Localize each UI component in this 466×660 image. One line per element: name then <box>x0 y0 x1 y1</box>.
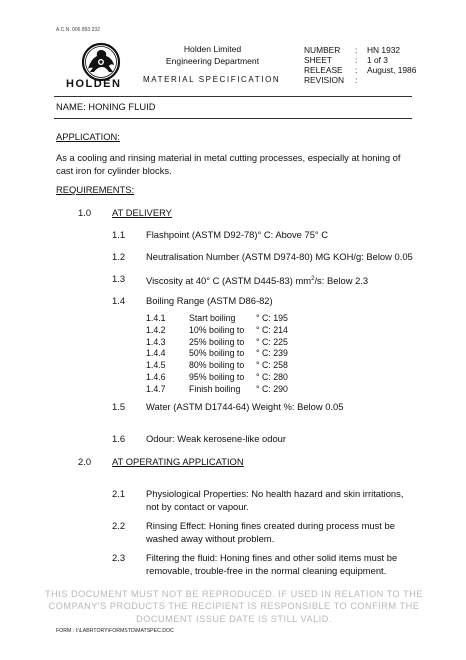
section-title-at-delivery: AT DELIVERY <box>112 207 172 218</box>
meta-number-label: NUMBER <box>304 45 341 55</box>
meta-sheet-value: 1 of 3 <box>367 55 388 65</box>
document-type: MATERIAL SPECIFICATION <box>143 75 281 84</box>
filtering-requirement: Filtering the fluid: Honing fines and other solid items must be removable, trouble-free in the normal cleaning equipment. <box>146 552 398 576</box>
item-number: 1.3 <box>112 273 126 284</box>
item-number: 1.4 <box>112 295 126 306</box>
requirements-heading: REQUIREMENTS: <box>56 184 135 195</box>
boiling-row-number: 1.4.3 <box>146 336 166 347</box>
company-name: Holden Limited <box>183 44 242 54</box>
boiling-row-label: 80% boiling to <box>189 360 245 371</box>
meta-sheet-label: SHEET <box>304 55 332 65</box>
boiling-row-label: 25% boiling to <box>189 336 245 347</box>
reproduction-notice: THIS DOCUMENT MUST NOT BE REPRODUCED. IF USED IN RELATION TO THE COMPANY'S PRODUCTS THE RECIPIENT IS RESPONSIBLE TO CONFIRM THE DOCUMENT ISSUE DATE IS STILL VALID. <box>45 589 423 624</box>
viscosity-text: Viscosity at 40° C (ASTM D445-83) mm <box>146 275 312 287</box>
meta-colon: : <box>355 65 358 75</box>
boiling-row-number: 1.4.6 <box>146 371 166 382</box>
water-requirement: Water (ASTM D1744-64) Weight %: Below 0.05 <box>146 401 344 412</box>
meta-colon: : <box>355 45 358 55</box>
meta-revision-label: REVISION <box>304 75 345 85</box>
boiling-row-value: ° C: 280 <box>256 371 288 382</box>
acn-number: A.C.N. 006 893 232 <box>56 27 100 33</box>
boiling-row-value: ° C: 290 <box>256 383 288 394</box>
boiling-row-label: 95% boiling to <box>189 371 245 382</box>
item-number: 1.6 <box>112 433 126 444</box>
header-divider <box>54 96 412 97</box>
viscosity-text-tail: /s: Below 2.3 <box>314 275 369 287</box>
form-path: FORM : I:\LABRTORY\FORMSTD\MATSPEC.DOC <box>56 628 174 634</box>
section-title-operating: AT OPERATING APPLICATION <box>112 456 244 467</box>
boiling-row-value: ° C: 258 <box>256 360 288 371</box>
item-number: 1.1 <box>112 229 126 240</box>
boiling-row-number: 1.4.4 <box>146 348 166 359</box>
boiling-row-number: 1.4.2 <box>146 324 166 335</box>
meta-colon: : <box>355 75 358 85</box>
odour-requirement: Odour: Weak kerosene-like odour <box>146 433 287 444</box>
item-number: 2.2 <box>112 520 126 531</box>
physiological-requirement: Physiological Properties: No health hazard and skin irritations, not by contact or vapour. <box>146 488 404 512</box>
boiling-row-number: 1.4.5 <box>146 360 166 371</box>
item-number: 1.2 <box>112 251 126 262</box>
boiling-row-number: 1.4.7 <box>146 383 166 394</box>
rinsing-requirement: Rinsing Effect: Honing fines created during process must be washed away without problem. <box>146 520 395 544</box>
application-heading: APPLICATION: <box>56 131 120 142</box>
meta-release-label: RELEASE <box>304 65 343 75</box>
boiling-row-label: 10% boiling to <box>189 324 245 335</box>
item-number: 1.5 <box>112 401 126 412</box>
viscosity-requirement <box>146 273 368 288</box>
application-text: As a cooling and rinsing material in metal cutting processes, especially at honing of cast iron for cylinder blocks. <box>56 152 401 176</box>
name-divider <box>54 118 412 119</box>
boiling-row-label: Finish boiling <box>189 383 241 394</box>
boiling-row-label: Start boiling <box>189 313 236 323</box>
meta-colon: : <box>355 55 358 65</box>
neutralisation-requirement: Neutralisation Number (ASTM D974-80) MG KOH/g: Below 0.05 <box>146 251 413 262</box>
boiling-row-label: 50% boiling to <box>189 348 245 359</box>
item-number: 2.1 <box>112 488 126 499</box>
section-number: 1.0 <box>78 207 92 218</box>
meta-release-value: August, 1986 <box>367 65 417 75</box>
boiling-row-value: ° C: 239 <box>256 348 288 359</box>
department-name: Engineering Department <box>165 56 260 66</box>
holden-wordmark: HOLDEN <box>66 78 122 90</box>
boiling-row-value: ° C: 225 <box>256 336 288 347</box>
meta-number-value: HN 1932 <box>367 45 401 55</box>
viscosity-superscript: 2 <box>311 276 315 282</box>
boiling-row-value: ° C: 195 <box>256 313 288 323</box>
boiling-range-heading: Boiling Range (ASTM D86-82) <box>146 295 273 306</box>
boiling-row-value: ° C: 214 <box>256 324 288 335</box>
section-number: 2.0 <box>78 456 92 467</box>
item-number: 2.3 <box>112 552 126 563</box>
boiling-row-number: 1.4.1 <box>146 313 166 323</box>
material-name: NAME: HONING FLUID <box>56 101 156 112</box>
flashpoint-requirement: Flashpoint (ASTM D92-78)° C: Above 75° C <box>146 229 329 240</box>
